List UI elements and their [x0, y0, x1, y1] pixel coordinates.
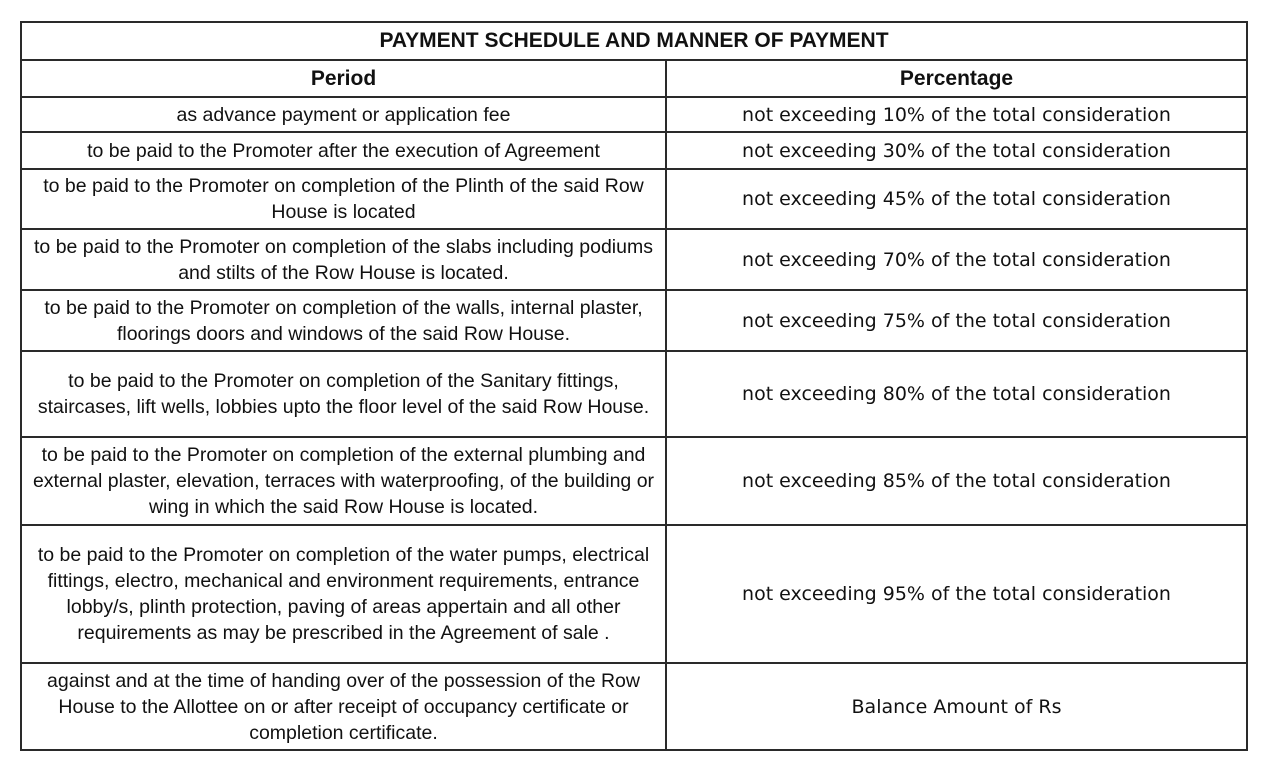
percentage-cell: not exceeding 45% of the total consideration	[666, 169, 1247, 229]
period-cell: against and at the time of handing over of the possession of the Row House to the Allottee on or after receipt of occupancy certificate or completion certificate.	[21, 663, 666, 750]
table-title: PAYMENT SCHEDULE AND MANNER OF PAYMENT	[21, 22, 1247, 60]
period-cell: as advance payment or application fee	[21, 97, 666, 132]
table-row	[21, 97, 1247, 132]
payment-schedule-sheet	[20, 21, 1246, 751]
percentage-cell: not exceeding 30% of the total consideration	[666, 132, 1247, 169]
percentage-cell: not exceeding 85% of the total consideration	[666, 437, 1247, 525]
table-row	[21, 229, 1247, 290]
payment-schedule-table	[20, 21, 1248, 751]
table-row	[21, 663, 1247, 750]
table-header-row	[21, 60, 1247, 97]
period-cell: to be paid to the Promoter on completion of the Sanitary fittings, staircases, lift wells, lobbies upto the floor level of the said Row House.	[21, 351, 666, 437]
period-cell: to be paid to the Promoter on completion of the slabs including podiums and stilts of the Row House is located.	[21, 229, 666, 290]
table-row	[21, 525, 1247, 663]
period-cell: to be paid to the Promoter on completion of the Plinth of the said Row House is located	[21, 169, 666, 229]
period-cell: to be paid to the Promoter on completion of the walls, internal plaster, floorings doors and windows of the said Row House.	[21, 290, 666, 351]
percentage-cell: Balance Amount of Rs	[666, 663, 1247, 750]
percentage-cell: not exceeding 10% of the total consideration	[666, 97, 1247, 132]
period-cell: to be paid to the Promoter after the execution of Agreement	[21, 132, 666, 169]
table-row	[21, 437, 1247, 525]
percentage-cell: not exceeding 95% of the total consideration	[666, 525, 1247, 663]
percentage-cell: not exceeding 70% of the total consideration	[666, 229, 1247, 290]
period-cell: to be paid to the Promoter on completion of the external plumbing and external plaster, elevation, terraces with waterproofing, of the building or wing in which the said Row House is located.	[21, 437, 666, 525]
column-header-period: Period	[21, 60, 666, 97]
table-row	[21, 132, 1247, 169]
period-cell: to be paid to the Promoter on completion of the water pumps, electrical fittings, electro, mechanical and environment requirements, entrance lobby/s, plinth protection, paving of areas appertain and all other requirements as may be prescribed in the Agreement of sale .	[21, 525, 666, 663]
column-header-percentage: Percentage	[666, 60, 1247, 97]
table-row	[21, 169, 1247, 229]
table-title-row	[21, 22, 1247, 60]
table-row	[21, 290, 1247, 351]
table-row	[21, 351, 1247, 437]
percentage-cell: not exceeding 80% of the total consideration	[666, 351, 1247, 437]
percentage-cell: not exceeding 75% of the total consideration	[666, 290, 1247, 351]
